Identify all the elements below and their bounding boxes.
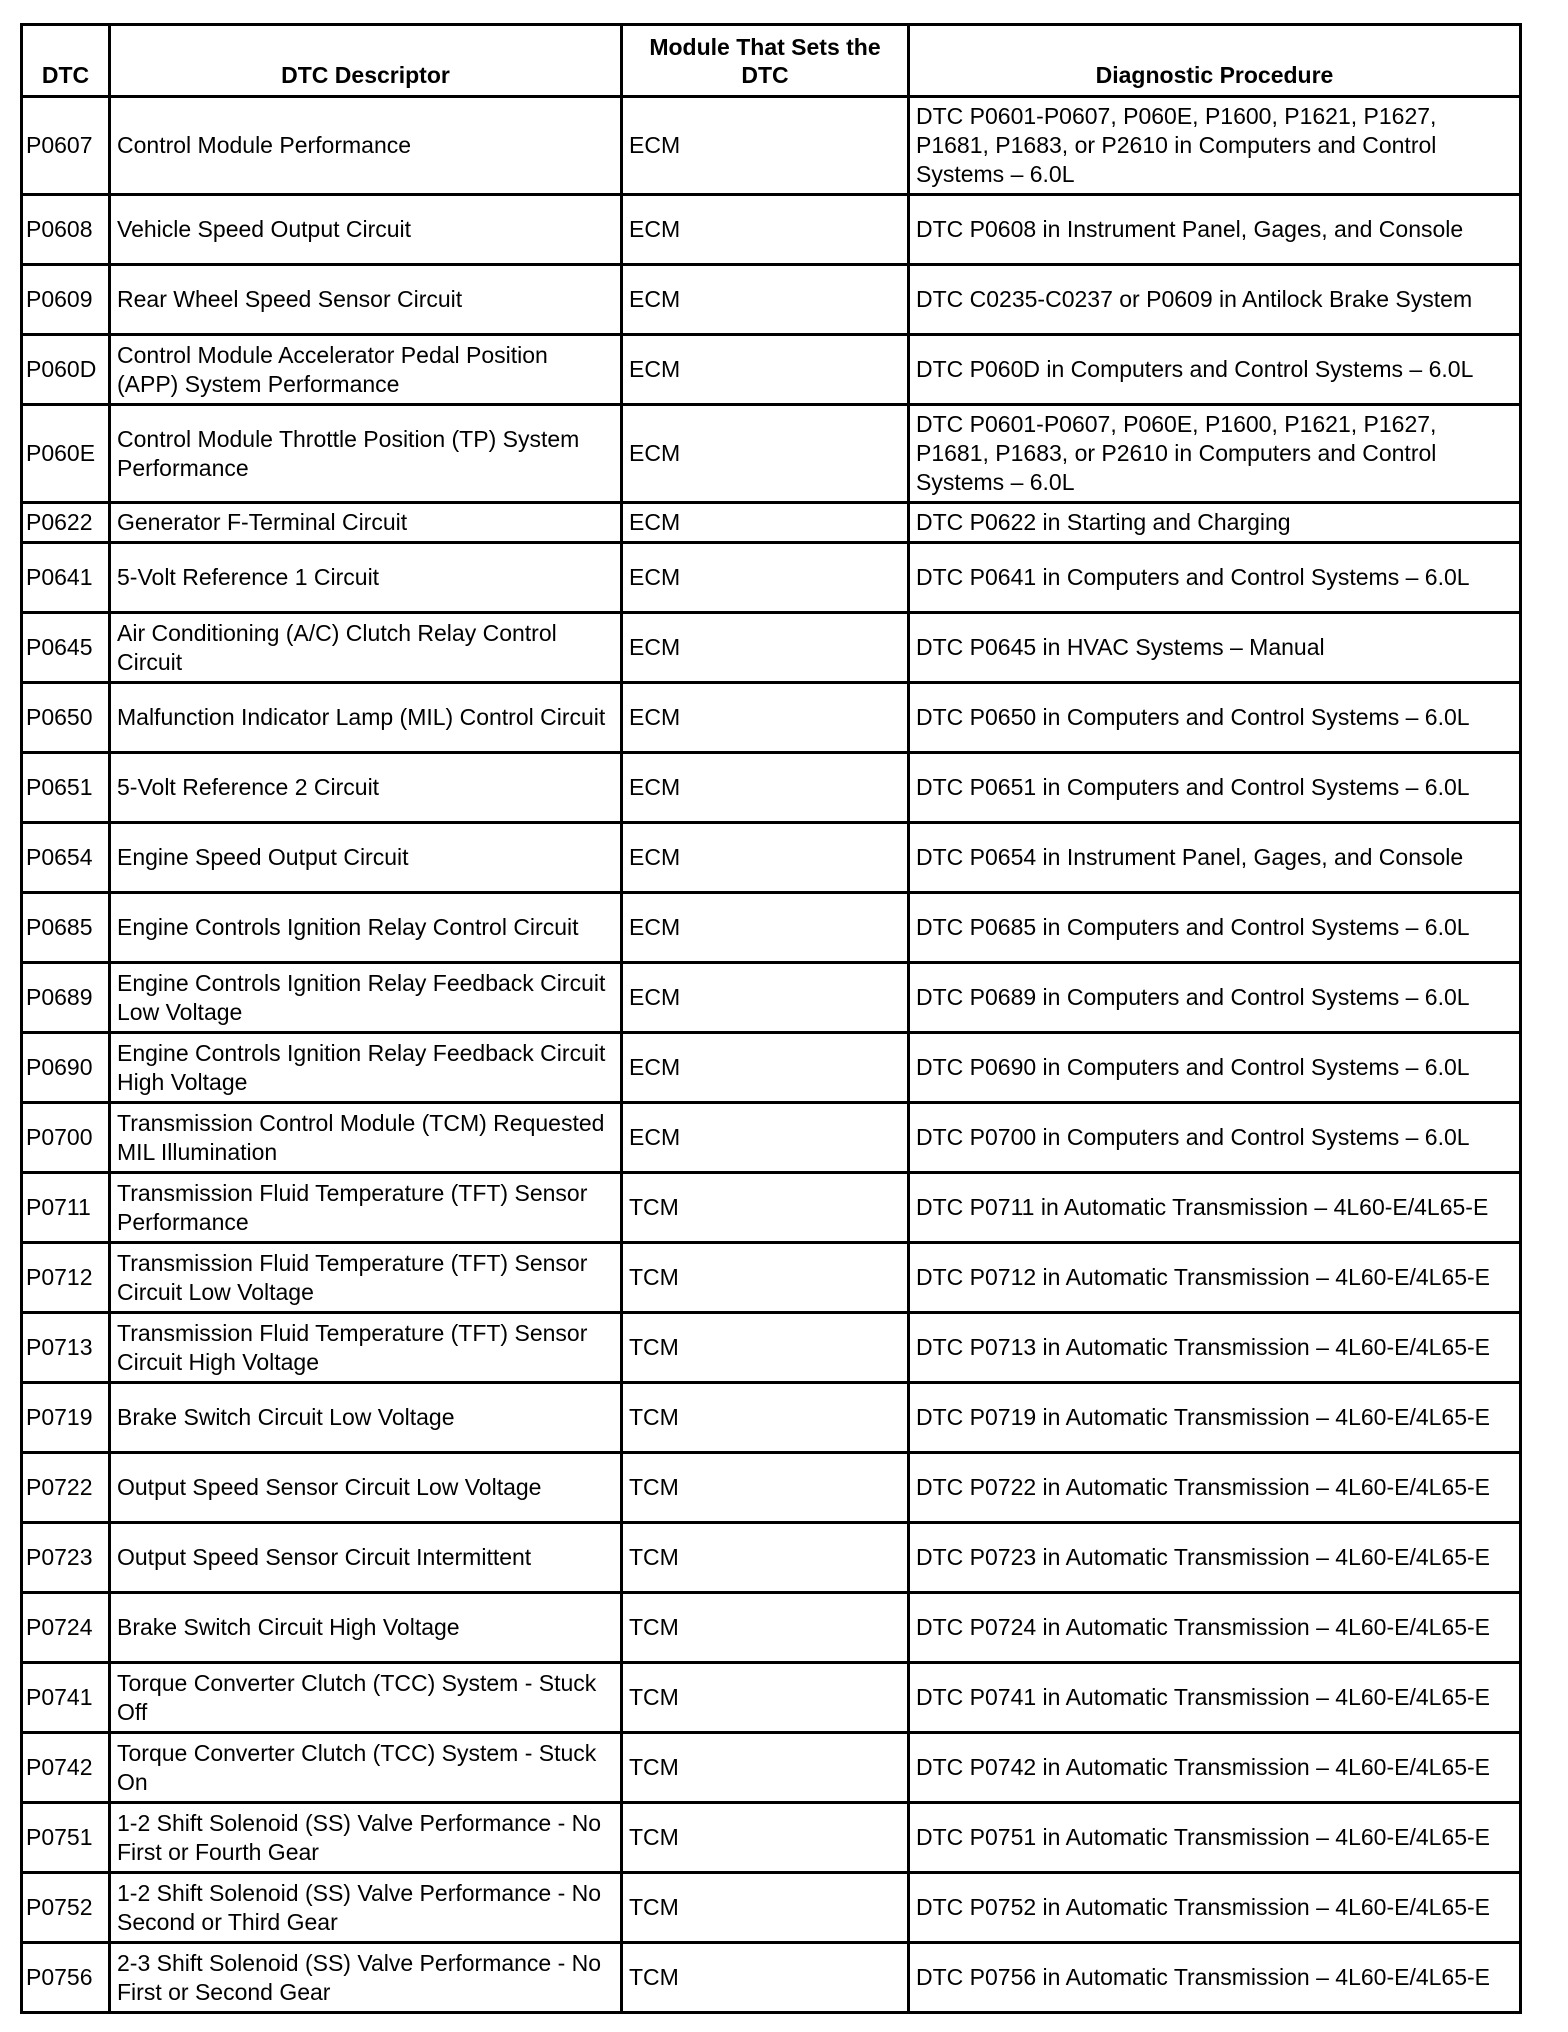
diagnostic-procedure-cell: DTC P0622 in Starting and Charging (909, 503, 1521, 543)
dtc-descriptor-cell: Air Conditioning (A/C) Clutch Relay Control Circuit (110, 613, 622, 683)
header-module: Module That Sets the DTC (622, 25, 909, 97)
dtc-descriptor-cell: Control Module Performance (110, 97, 622, 195)
dtc-code-cell: P0641 (22, 543, 110, 613)
diagnostic-procedure-cell: DTC P0601-P0607, P060E, P1600, P1621, P1627, P1681, P1683, or P2610 in Computers and Control Systems – 6.0L (909, 97, 1521, 195)
table-row (22, 195, 1521, 265)
diagnostic-procedure-cell: DTC P0690 in Computers and Control Systems – 6.0L (909, 1033, 1521, 1103)
module-cell: TCM (622, 1943, 909, 2013)
table-row (22, 1033, 1521, 1103)
dtc-code-cell: P0752 (22, 1873, 110, 1943)
diagnostic-procedure-cell: DTC P0741 in Automatic Transmission – 4L60-E/4L65-E (909, 1663, 1521, 1733)
module-cell: ECM (622, 893, 909, 963)
table-row (22, 963, 1521, 1033)
dtc-descriptor-cell: Output Speed Sensor Circuit Intermittent (110, 1523, 622, 1593)
dtc-code-cell: P060D (22, 335, 110, 405)
dtc-descriptor-cell: Engine Controls Ignition Relay Feedback Circuit High Voltage (110, 1033, 622, 1103)
diagnostic-procedure-cell: DTC P0723 in Automatic Transmission – 4L60-E/4L65-E (909, 1523, 1521, 1593)
module-cell: ECM (622, 963, 909, 1033)
module-cell: TCM (622, 1453, 909, 1523)
module-cell: ECM (622, 613, 909, 683)
dtc-code-cell: P0756 (22, 1943, 110, 2013)
dtc-descriptor-cell: 5-Volt Reference 2 Circuit (110, 753, 622, 823)
diagnostic-procedure-cell: DTC P0756 in Automatic Transmission – 4L60-E/4L65-E (909, 1943, 1521, 2013)
diagnostic-procedure-cell: DTC P0685 in Computers and Control Systems – 6.0L (909, 893, 1521, 963)
dtc-descriptor-cell: Brake Switch Circuit Low Voltage (110, 1383, 622, 1453)
dtc-code-cell: P0654 (22, 823, 110, 893)
dtc-code-cell: P0751 (22, 1803, 110, 1873)
header-diagnostic-procedure: Diagnostic Procedure (909, 25, 1521, 97)
module-cell: ECM (622, 753, 909, 823)
table-row (22, 1593, 1521, 1663)
diagnostic-procedure-cell: DTC P0689 in Computers and Control Systems – 6.0L (909, 963, 1521, 1033)
table-row (22, 1663, 1521, 1733)
module-cell: TCM (622, 1873, 909, 1943)
diagnostic-procedure-cell: DTC P0651 in Computers and Control Systems – 6.0L (909, 753, 1521, 823)
dtc-descriptor-cell: Engine Controls Ignition Relay Feedback Circuit Low Voltage (110, 963, 622, 1033)
diagnostic-procedure-cell: DTC P0751 in Automatic Transmission – 4L60-E/4L65-E (909, 1803, 1521, 1873)
dtc-table (20, 23, 1522, 2014)
module-cell: TCM (622, 1173, 909, 1243)
diagnostic-procedure-cell: DTC P060D in Computers and Control Systems – 6.0L (909, 335, 1521, 405)
dtc-code-cell: P0724 (22, 1593, 110, 1663)
dtc-code-cell: P0690 (22, 1033, 110, 1103)
dtc-descriptor-cell: 1-2 Shift Solenoid (SS) Valve Performance - No First or Fourth Gear (110, 1803, 622, 1873)
diagnostic-procedure-cell: DTC P0654 in Instrument Panel, Gages, and Console (909, 823, 1521, 893)
dtc-code-cell: P0741 (22, 1663, 110, 1733)
diagnostic-procedure-cell: DTC P0742 in Automatic Transmission – 4L60-E/4L65-E (909, 1733, 1521, 1803)
module-cell: TCM (622, 1663, 909, 1733)
dtc-descriptor-cell: Transmission Control Module (TCM) Requested MIL Illumination (110, 1103, 622, 1173)
diagnostic-procedure-cell: DTC P0650 in Computers and Control Systems – 6.0L (909, 683, 1521, 753)
table-row (22, 1873, 1521, 1943)
diagnostic-procedure-cell: DTC C0235-C0237 or P0609 in Antilock Brake System (909, 265, 1521, 335)
dtc-code-cell: P0722 (22, 1453, 110, 1523)
dtc-descriptor-cell: Transmission Fluid Temperature (TFT) Sensor Circuit High Voltage (110, 1313, 622, 1383)
module-cell: TCM (622, 1593, 909, 1663)
dtc-descriptor-cell: Transmission Fluid Temperature (TFT) Sensor Circuit Low Voltage (110, 1243, 622, 1313)
dtc-code-cell: P060E (22, 405, 110, 503)
diagnostic-procedure-cell: DTC P0713 in Automatic Transmission – 4L60-E/4L65-E (909, 1313, 1521, 1383)
table-row (22, 1243, 1521, 1313)
dtc-descriptor-cell: Torque Converter Clutch (TCC) System - Stuck On (110, 1733, 622, 1803)
dtc-descriptor-cell: Output Speed Sensor Circuit Low Voltage (110, 1453, 622, 1523)
dtc-descriptor-cell: Transmission Fluid Temperature (TFT) Sensor Performance (110, 1173, 622, 1243)
table-row (22, 1943, 1521, 2013)
dtc-code-cell: P0713 (22, 1313, 110, 1383)
dtc-descriptor-cell: Vehicle Speed Output Circuit (110, 195, 622, 265)
dtc-code-cell: P0645 (22, 613, 110, 683)
table-row (22, 1173, 1521, 1243)
table-row (22, 1313, 1521, 1383)
module-cell: TCM (622, 1733, 909, 1803)
dtc-descriptor-cell: 2-3 Shift Solenoid (SS) Valve Performance - No First or Second Gear (110, 1943, 622, 2013)
module-cell: ECM (622, 335, 909, 405)
table-body (22, 97, 1521, 2013)
dtc-descriptor-cell: Malfunction Indicator Lamp (MIL) Control Circuit (110, 683, 622, 753)
header-dtc-descriptor: DTC Descriptor (110, 25, 622, 97)
dtc-code-cell: P0700 (22, 1103, 110, 1173)
module-cell: TCM (622, 1313, 909, 1383)
table-row (22, 543, 1521, 613)
dtc-code-cell: P0712 (22, 1243, 110, 1313)
dtc-descriptor-cell: Control Module Accelerator Pedal Position (APP) System Performance (110, 335, 622, 405)
diagnostic-procedure-cell: DTC P0700 in Computers and Control Systems – 6.0L (909, 1103, 1521, 1173)
dtc-code-cell: P0622 (22, 503, 110, 543)
dtc-code-cell: P0607 (22, 97, 110, 195)
diagnostic-procedure-cell: DTC P0641 in Computers and Control Systems – 6.0L (909, 543, 1521, 613)
module-cell: ECM (622, 1103, 909, 1173)
table-row (22, 97, 1521, 195)
module-cell: ECM (622, 265, 909, 335)
diagnostic-procedure-cell: DTC P0722 in Automatic Transmission – 4L60-E/4L65-E (909, 1453, 1521, 1523)
dtc-descriptor-cell: Rear Wheel Speed Sensor Circuit (110, 265, 622, 335)
table-row (22, 683, 1521, 753)
header-dtc: DTC (22, 25, 110, 97)
dtc-code-cell: P0711 (22, 1173, 110, 1243)
header-row (22, 25, 1521, 97)
dtc-descriptor-cell: 5-Volt Reference 1 Circuit (110, 543, 622, 613)
dtc-code-cell: P0685 (22, 893, 110, 963)
table-row (22, 1733, 1521, 1803)
table-row (22, 823, 1521, 893)
dtc-code-cell: P0650 (22, 683, 110, 753)
table-header (22, 25, 1521, 97)
table-row (22, 753, 1521, 823)
module-cell: ECM (622, 683, 909, 753)
module-cell: ECM (622, 195, 909, 265)
module-cell: ECM (622, 543, 909, 613)
table-row (22, 1383, 1521, 1453)
diagnostic-procedure-cell: DTC P0608 in Instrument Panel, Gages, and Console (909, 195, 1521, 265)
dtc-descriptor-cell: Brake Switch Circuit High Voltage (110, 1593, 622, 1663)
module-cell: TCM (622, 1803, 909, 1873)
table-row (22, 893, 1521, 963)
module-cell: ECM (622, 823, 909, 893)
dtc-descriptor-cell: Generator F-Terminal Circuit (110, 503, 622, 543)
dtc-code-cell: P0689 (22, 963, 110, 1033)
table-row (22, 1103, 1521, 1173)
module-cell: ECM (622, 405, 909, 503)
diagnostic-procedure-cell: DTC P0711 in Automatic Transmission – 4L60-E/4L65-E (909, 1173, 1521, 1243)
dtc-descriptor-cell: Engine Controls Ignition Relay Control Circuit (110, 893, 622, 963)
dtc-code-cell: P0719 (22, 1383, 110, 1453)
dtc-code-cell: P0651 (22, 753, 110, 823)
diagnostic-procedure-cell: DTC P0719 in Automatic Transmission – 4L60-E/4L65-E (909, 1383, 1521, 1453)
table-row (22, 613, 1521, 683)
table-row (22, 1523, 1521, 1593)
table-row (22, 1453, 1521, 1523)
diagnostic-procedure-cell: DTC P0601-P0607, P060E, P1600, P1621, P1627, P1681, P1683, or P2610 in Computers and Control Systems – 6.0L (909, 405, 1521, 503)
diagnostic-procedure-cell: DTC P0752 in Automatic Transmission – 4L60-E/4L65-E (909, 1873, 1521, 1943)
table-row (22, 405, 1521, 503)
dtc-descriptor-cell: Control Module Throttle Position (TP) System Performance (110, 405, 622, 503)
diagnostic-procedure-cell: DTC P0645 in HVAC Systems – Manual (909, 613, 1521, 683)
diagnostic-procedure-cell: DTC P0724 in Automatic Transmission – 4L60-E/4L65-E (909, 1593, 1521, 1663)
dtc-descriptor-cell: 1-2 Shift Solenoid (SS) Valve Performance - No Second or Third Gear (110, 1873, 622, 1943)
module-cell: ECM (622, 503, 909, 543)
dtc-code-cell: P0608 (22, 195, 110, 265)
table-row (22, 265, 1521, 335)
dtc-code-cell: P0723 (22, 1523, 110, 1593)
table-row (22, 335, 1521, 405)
module-cell: TCM (622, 1383, 909, 1453)
table-row (22, 503, 1521, 543)
module-cell: ECM (622, 1033, 909, 1103)
module-cell: TCM (622, 1243, 909, 1313)
table-row (22, 1803, 1521, 1873)
dtc-descriptor-cell: Torque Converter Clutch (TCC) System - Stuck Off (110, 1663, 622, 1733)
module-cell: ECM (622, 97, 909, 195)
diagnostic-procedure-cell: DTC P0712 in Automatic Transmission – 4L60-E/4L65-E (909, 1243, 1521, 1313)
module-cell: TCM (622, 1523, 909, 1593)
dtc-descriptor-cell: Engine Speed Output Circuit (110, 823, 622, 893)
dtc-code-cell: P0609 (22, 265, 110, 335)
dtc-code-cell: P0742 (22, 1733, 110, 1803)
